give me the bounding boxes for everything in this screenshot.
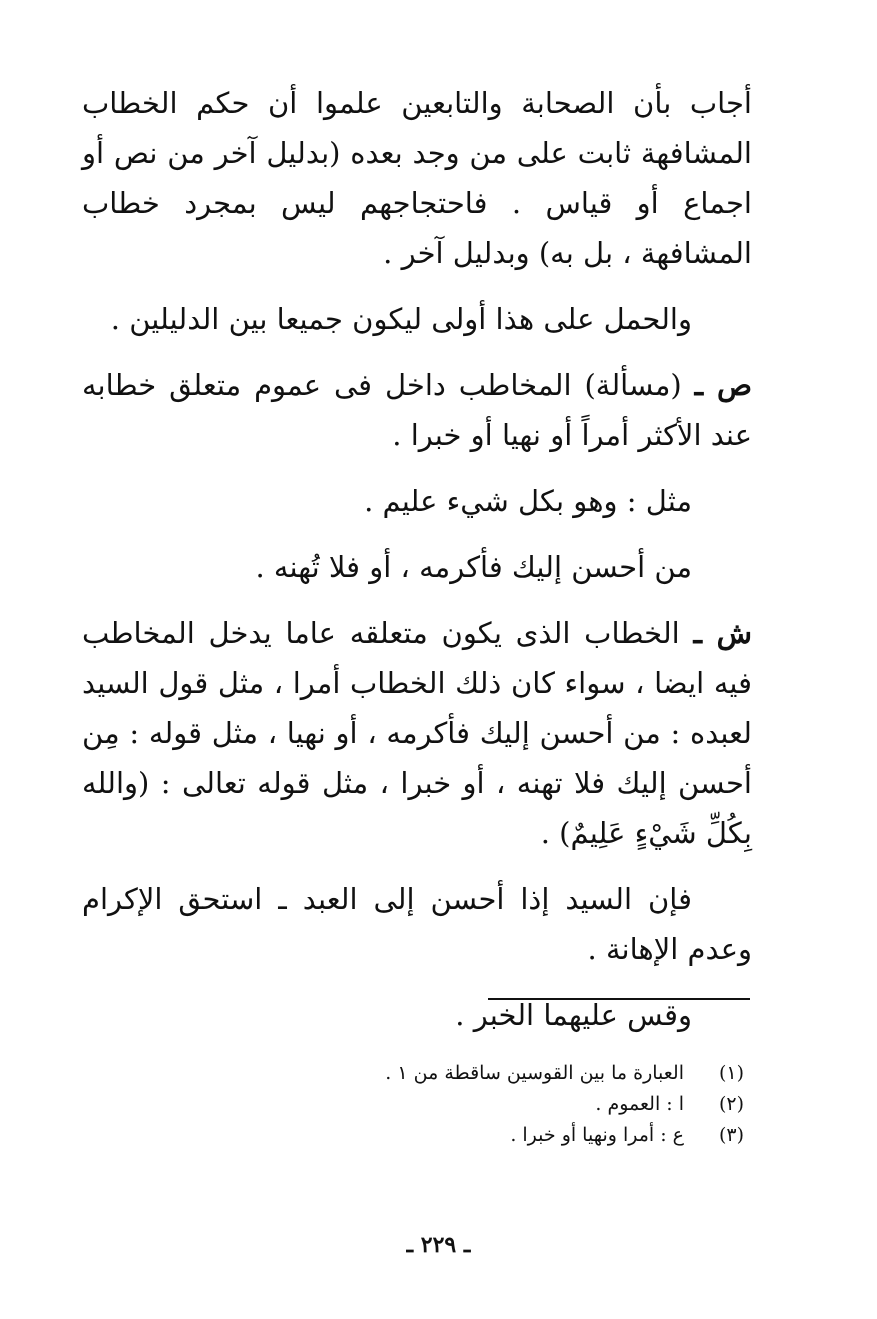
footnote-item xyxy=(300,1058,744,1089)
page-body xyxy=(82,78,752,1056)
footnote-number: (٣) xyxy=(718,1124,744,1146)
paragraph-example-2: من أحسن إليك فأكرمه ، أو فلا تُهنه . xyxy=(255,550,692,584)
footnote-text: ع : أمرا ونهيا أو خبرا . xyxy=(510,1124,684,1146)
paragraph-commentary xyxy=(82,608,752,858)
footnote-text: ا : العموم . xyxy=(595,1093,684,1115)
paragraph-analogy: وقس عليهما الخبر . xyxy=(455,998,692,1032)
page-number: ـ ٢٢٩ ـ xyxy=(406,1232,471,1258)
footnote-item xyxy=(300,1089,744,1120)
paragraph-example-1: مثل : وهو بكل شيء عليم . xyxy=(364,484,692,518)
commentary-label: ش ـ xyxy=(693,616,753,650)
footnote-divider xyxy=(488,998,750,1000)
paragraph-reconcile: والحمل على هذا أولى ليكون جميعا بين الدليلين . xyxy=(110,302,692,336)
footnotes xyxy=(300,1058,744,1151)
footnote-text: العبارة ما بين القوسين ساقطة من ١ . xyxy=(385,1062,684,1084)
text-label: ص ـ xyxy=(694,368,753,402)
paragraph-issue xyxy=(82,360,752,460)
footnote-number: (١) xyxy=(718,1062,744,1084)
footnote-item xyxy=(300,1120,744,1151)
paragraph-explanation: فإن السيد إذا أحسن إلى العبد ـ استحق الإكرام وعدم الإهانة . xyxy=(82,882,752,966)
paragraph-answer: أجاب بأن الصحابة والتابعين علموا أن حكم الخطاب المشافهة ثابت على من وجد بعده (بدليل آخر من نص أو اجماع أو قياس . فاحتجاجهم ليس بمجرد خطاب المشافهة ، بل به) وبدليل آخر . xyxy=(82,86,752,270)
footnote-number: (٢) xyxy=(718,1093,744,1115)
paragraph-text: (مسألة) المخاطب داخل فى عموم متعلق خطابه عند الأكثر أمراً أو نهيا أو خبرا . xyxy=(82,368,752,452)
paragraph-text: الخطاب الذى يكون متعلقه عاما يدخل المخاطب فيه ايضا ، سواء كان ذلك الخطاب أمرا ، مثل قول السيد لعبده : من أحسن إليك فأكرمه ، أو نهيا ، مثل قوله : مِن أحسن إليك فلا تهنه ، أو خبرا ، مثل قوله تعالى : (والله بِكُلِّ شَيْءٍ عَلِيمٌ) . xyxy=(82,616,752,850)
